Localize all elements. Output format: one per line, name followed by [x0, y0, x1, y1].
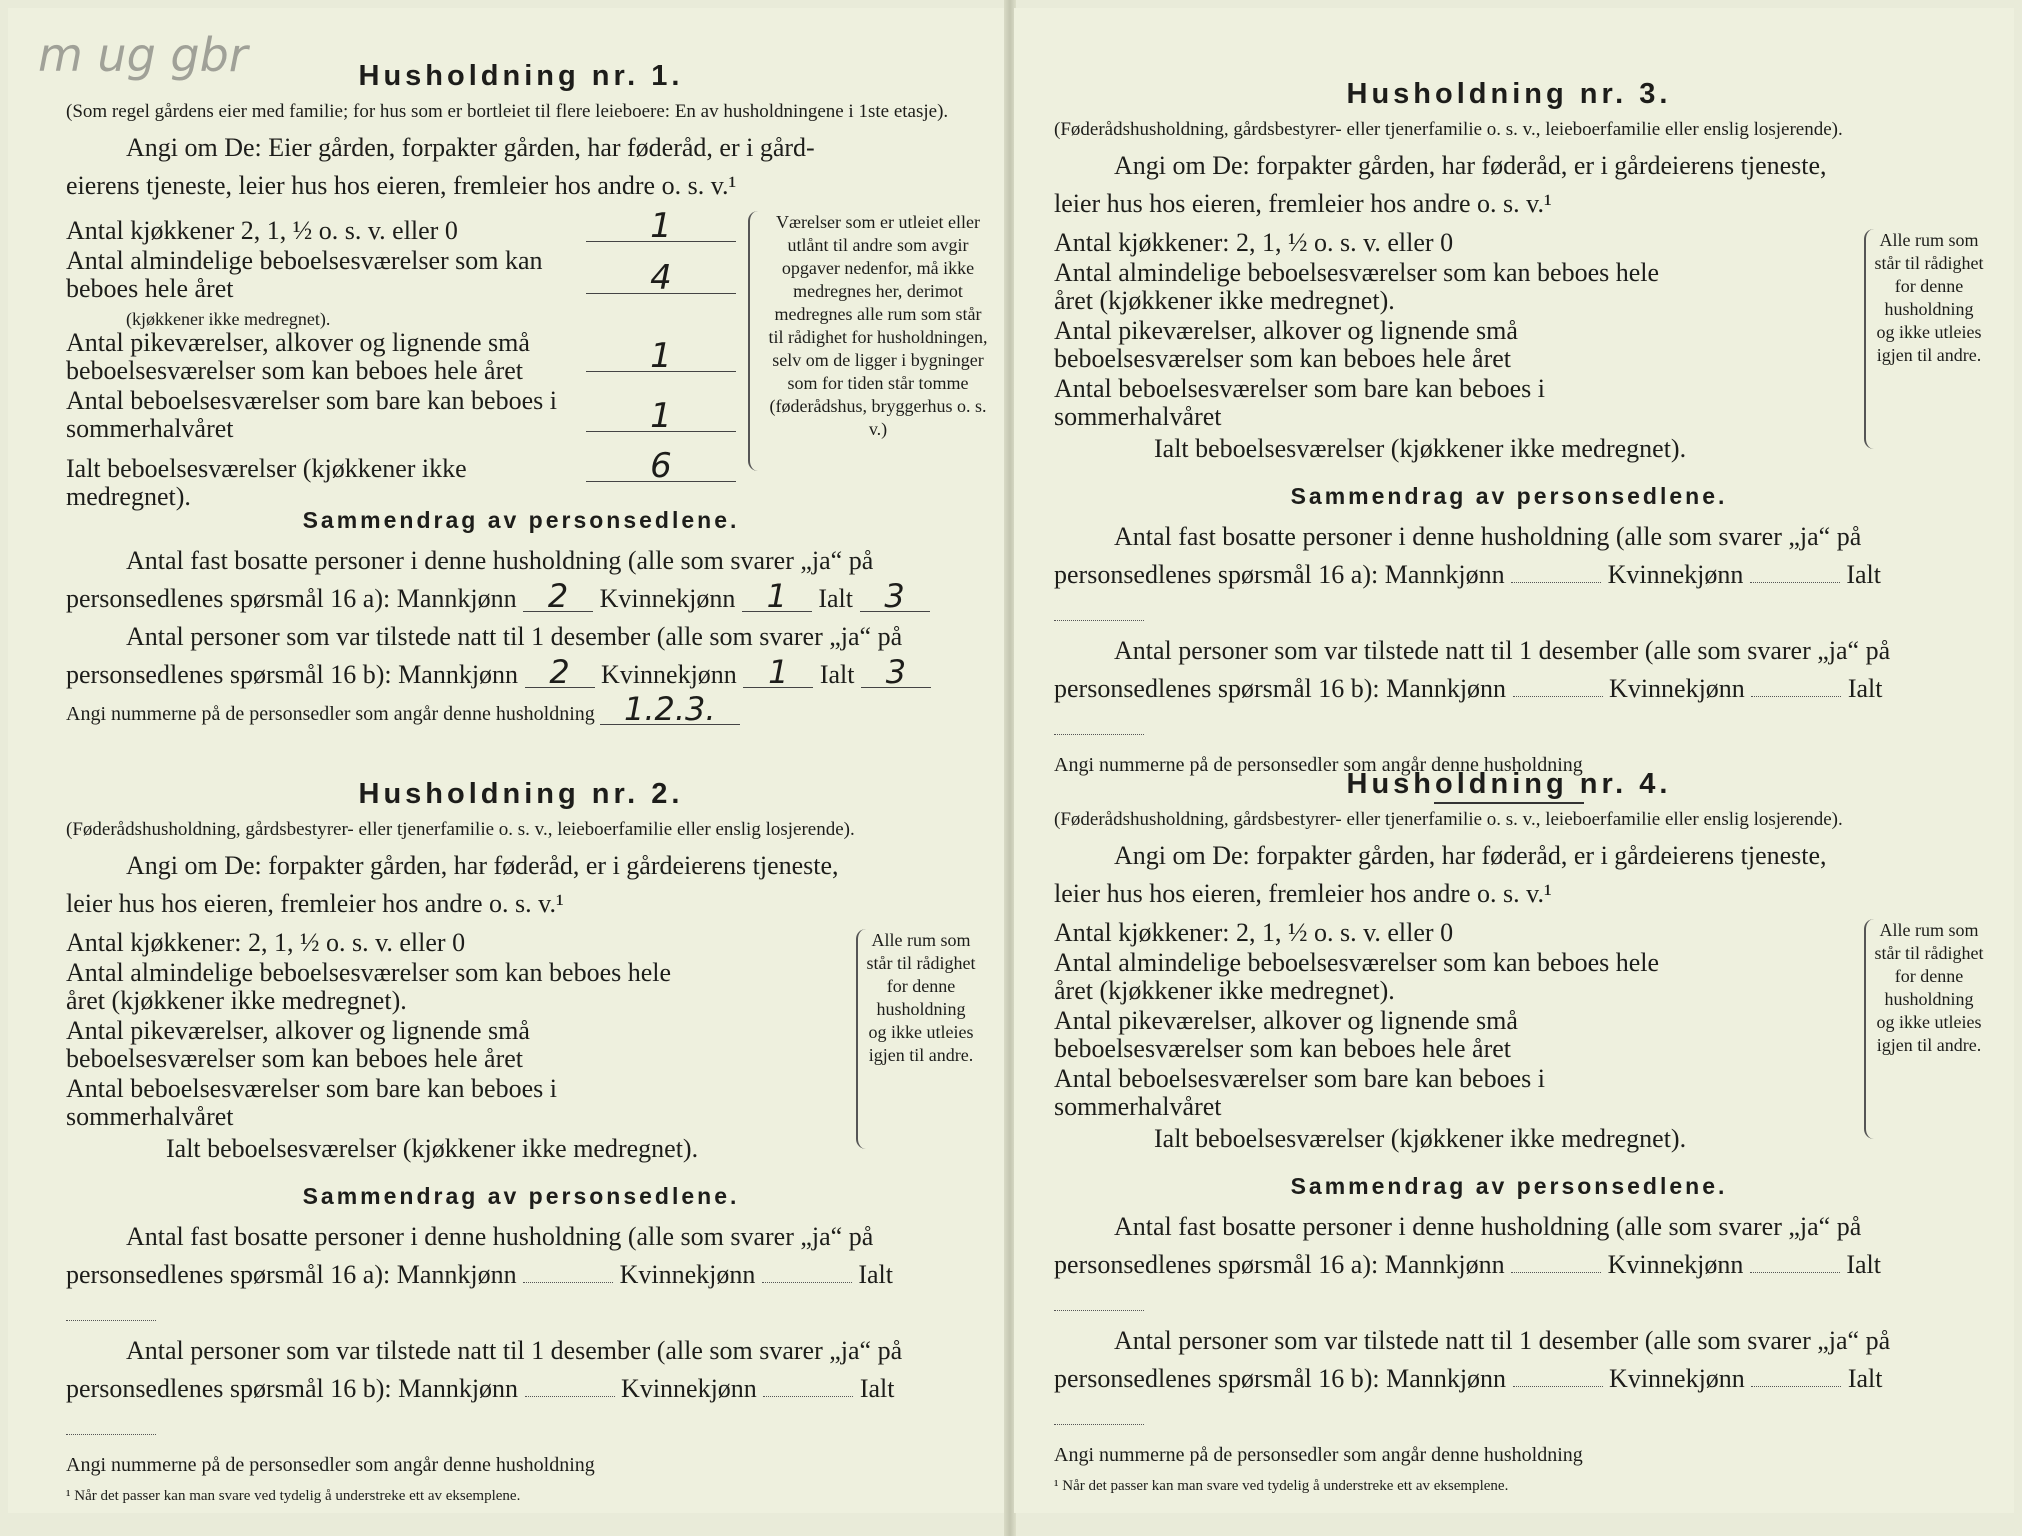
- left-page: [8, 8, 1008, 1513]
- blank: [1511, 1248, 1601, 1273]
- label-female: Kvinnekjønn: [1609, 1364, 1745, 1393]
- question-16b: Antal personer som var tilstede natt til 1 desember (alle som svarer „ja“ på: [1114, 636, 1891, 665]
- household-1-angi-line2: eierens tjeneste, leier hus hos eieren, fremleier hos andre o. s. v.¹: [66, 171, 737, 200]
- answer-16b-female: 1: [743, 657, 813, 688]
- footnote: ¹ Når det passer kan man svare ved tydelig å understreke ett av eksemplene.: [66, 1488, 521, 1504]
- brace-note: Alle rum som står til rådighet for denne husholdning og ikke utleies igjen til andre.: [866, 930, 976, 1065]
- label-male: personsedlenes spørsmål 16 b): Mannkjønn: [1054, 1364, 1507, 1393]
- question-16a: Antal fast bosatte personer i denne husholdning (alle som svarer „ja“ på: [126, 546, 874, 575]
- answer-kitchens: 1: [586, 211, 736, 242]
- label-total: Ialt: [818, 584, 854, 613]
- answer-ordinary-rooms: 4: [586, 263, 736, 294]
- numbers-line: [1054, 1436, 1964, 1474]
- blank: [66, 1296, 156, 1321]
- household-1-note: (Som regel gårdens eier med familie; for hus som er bortleiet til flere leieboere: En av husholdningene i 1ste etasje).: [66, 101, 949, 122]
- summary-title: Sammendrag av personsedlene.: [302, 507, 740, 533]
- label-numbers: Angi nummerne på de personsedler som angår denne husholdning: [1054, 754, 1583, 776]
- summary-title: Sammendrag av personsedlene.: [1290, 483, 1728, 509]
- blank: [66, 1410, 156, 1435]
- household-3-angi-line2: leier hus hos eieren, fremleier hos andre o. s. v.¹: [1054, 189, 1552, 218]
- household-3-note: (Føderådshusholdning, gårdsbestyrer- eller tjenerfamilie o. s. v., leieboerfamilie eller enslig losjerende).: [1054, 119, 1843, 140]
- label-male: personsedlenes spørsmål 16 a): Mannkjønn: [66, 584, 517, 613]
- household-1-angi-line1: Angi om De: Eier gården, forpakter gården, har føderåd, er i gård-: [126, 133, 815, 162]
- household-4-title: Husholdning nr. 4.: [1346, 768, 1672, 800]
- brace: [748, 211, 764, 471]
- household-2-title: Husholdning nr. 2.: [358, 778, 684, 810]
- household-4-angi-line2: leier hus hos eieren, fremleier hos andre o. s. v.¹: [1054, 879, 1552, 908]
- household-3-title: Husholdning nr. 3.: [1346, 78, 1672, 110]
- household-2-angi-line1: Angi om De: forpakter gården, har føderåd, er i gårdeierens tjeneste,: [126, 851, 839, 880]
- answer-16a-line: [66, 577, 976, 618]
- answer-summer-rooms: 1: [586, 401, 736, 432]
- household-2-angi-line2: leier hus hos eieren, fremleier hos andre o. s. v.¹: [66, 889, 564, 918]
- blank: [1054, 710, 1144, 735]
- answer-16b-total: 3: [861, 657, 931, 688]
- label-female: Kvinnekjønn: [601, 660, 737, 689]
- right-page: [1014, 8, 2014, 1513]
- answer-16b-line: [66, 653, 976, 694]
- household-4: [1054, 768, 1984, 1495]
- question-16a: Antal fast bosatte personer i denne husholdning (alle som svarer „ja“ på: [1114, 1212, 1862, 1241]
- row-note: (kjøkkener ikke medregnet).: [126, 309, 331, 329]
- blank: [523, 1258, 613, 1283]
- summary-title: Sammendrag av personsedlene.: [302, 1183, 740, 1209]
- label-male: personsedlenes spørsmål 16 b): Mannkjønn: [1054, 674, 1507, 703]
- label-numbers: Angi nummerne på de personsedler som angår denne husholdning: [66, 703, 595, 725]
- label-female: Kvinnekjønn: [599, 584, 736, 613]
- label-male: personsedlenes spørsmål 16 a): Mannkjønn: [1054, 1250, 1505, 1279]
- blank: [1511, 558, 1601, 583]
- question-16b: Antal personer som var tilstede natt til 1 desember (alle som svarer „ja“ på: [1114, 1326, 1891, 1355]
- household-3: [1054, 78, 1984, 826]
- household-4-note: (Føderådshusholdning, gårdsbestyrer- eller tjenerfamilie o. s. v., leieboerfamilie eller enslig losjerende).: [1054, 809, 1843, 830]
- numbers-line: [66, 690, 976, 733]
- row-small-rooms: Antal pikeværelser, alkover og lignende små beboelsesværelser som kan beboes hele året: [1054, 1006, 1518, 1063]
- label-female: Kvinnekjønn: [1607, 1250, 1744, 1279]
- answer-16a-line: [1054, 1246, 1964, 1322]
- brace-note: Alle rum som står til rådighet for denne husholdning og ikke utleies igjen til andre.: [1874, 230, 1984, 365]
- blank: [1751, 1362, 1841, 1387]
- row-summer-rooms: Antal beboelsesværelser som bare kan beboes i sommerhalvåret: [66, 1074, 557, 1131]
- label-numbers: Angi nummerne på de personsedler som angår denne husholdning: [66, 1454, 595, 1476]
- blank: [763, 1372, 853, 1397]
- summary-title: Sammendrag av personsedlene.: [1290, 1173, 1728, 1199]
- row-summer-rooms: Antal beboelsesværelser som bare kan beboes i sommerhalvåret: [66, 386, 557, 443]
- brace-note: Alle rum som står til rådighet for denne husholdning og ikke utleies igjen til andre.: [1874, 920, 1984, 1055]
- footnote: ¹ Når det passer kan man svare ved tydelig å understreke ett av eksemplene.: [1054, 1478, 1509, 1494]
- label-female: Kvinnekjønn: [621, 1374, 757, 1403]
- answer-16a-line: [66, 1256, 976, 1332]
- label-total: Ialt: [819, 660, 855, 689]
- answer-16a-female: 1: [742, 581, 812, 612]
- row-small-rooms: Antal pikeværelser, alkover og lignende små beboelsesværelser som kan beboes hele året: [66, 328, 530, 385]
- label-male: personsedlenes spørsmål 16 b): Mannkjønn: [66, 1374, 519, 1403]
- household-2-room-grid: [66, 929, 976, 1169]
- label-male: personsedlenes spørsmål 16 a): Mannkjønn: [1054, 560, 1505, 589]
- household-1-room-grid: [66, 206, 988, 511]
- numbers-line: [66, 1446, 976, 1484]
- label-female: Kvinnekjønn: [619, 1260, 756, 1289]
- row-kitchens: Antal kjøkkener 2, 1, ½ o. s. v. eller 0: [66, 216, 458, 245]
- household-4-room-grid: [1054, 918, 1984, 1159]
- label-female: Kvinnekjønn: [1609, 674, 1745, 703]
- household-4-angi-line1: Angi om De: forpakter gården, har føderåd, er i gårdeierens tjeneste,: [1114, 841, 1827, 870]
- blank: [1513, 1362, 1603, 1387]
- label-total: Ialt: [1846, 560, 1882, 589]
- question-16a: Antal fast bosatte personer i denne husholdning (alle som svarer „ja“ på: [126, 1222, 874, 1251]
- answer-total-rooms: 6: [586, 451, 736, 482]
- row-ordinary-rooms: Antal almindelige beboelsesværelser som kan beboes hele året: [66, 246, 543, 303]
- row-small-rooms: Antal pikeværelser, alkover og lignende små beboelsesværelser som kan beboes hele året: [1054, 316, 1518, 373]
- row-kitchens: Antal kjøkkener: 2, 1, ½ o. s. v. eller 0: [66, 928, 466, 957]
- row-small-rooms: Antal pikeværelser, alkover og lignende små beboelsesværelser som kan beboes hele året: [66, 1016, 530, 1073]
- row-kitchens: Antal kjøkkener: 2, 1, ½ o. s. v. eller 0: [1054, 918, 1454, 947]
- label-total: Ialt: [1847, 1364, 1883, 1393]
- question-16a: Antal fast bosatte personer i denne husholdning (alle som svarer „ja“ på: [1114, 522, 1862, 551]
- blank: [1750, 1248, 1840, 1273]
- row-total-rooms: Ialt beboelsesværelser (kjøkkener ikke medregnet).: [66, 454, 467, 511]
- answer-16a-line: [1054, 556, 1964, 632]
- answer-numbers: 1.2.3.: [600, 694, 740, 725]
- answer-16b-line: [1054, 670, 1964, 746]
- answer-16b-line: [66, 1370, 976, 1446]
- row-total-rooms: Ialt beboelsesværelser (kjøkkener ikke medregnet).: [1154, 434, 1687, 463]
- answer-16b-male: 2: [525, 657, 595, 688]
- label-female: Kvinnekjønn: [1607, 560, 1744, 589]
- household-1-title: Husholdning nr. 1.: [358, 60, 684, 92]
- handwritten-scribble: m ug gbr: [38, 28, 248, 82]
- question-16b: Antal personer som var tilstede natt til 1 desember (alle som svarer „ja“ på: [126, 1336, 903, 1365]
- label-total: Ialt: [858, 1260, 894, 1289]
- row-ordinary-rooms: Antal almindelige beboelsesværelser som kan beboes hele året (kjøkkener ikke medregnet).: [1054, 258, 1660, 315]
- row-ordinary-rooms: Antal almindelige beboelsesværelser som kan beboes hele året (kjøkkener ikke medregnet).: [66, 958, 672, 1015]
- label-numbers: Angi nummerne på de personsedler som angår denne husholdning: [1054, 1444, 1583, 1466]
- row-total-rooms: Ialt beboelsesværelser (kjøkkener ikke medregnet).: [166, 1134, 699, 1163]
- blank: [762, 1258, 852, 1283]
- blank: [1054, 596, 1144, 621]
- household-2: [66, 778, 976, 1505]
- blank: [1750, 558, 1840, 583]
- blank: [1513, 672, 1603, 697]
- household-2-note: (Føderådshusholdning, gårdsbestyrer- eller tjenerfamilie o. s. v., leieboerfamilie eller enslig losjerende).: [66, 819, 855, 840]
- row-kitchens: Antal kjøkkener: 2, 1, ½ o. s. v. eller 0: [1054, 228, 1454, 257]
- household-3-room-grid: [1054, 228, 1984, 469]
- row-total-rooms: Ialt beboelsesværelser (kjøkkener ikke medregnet).: [1154, 1124, 1687, 1153]
- label-total: Ialt: [1847, 674, 1883, 703]
- answer-small-rooms: 1: [586, 341, 736, 372]
- answer-16b-line: [1054, 1360, 1964, 1436]
- row-ordinary-rooms: Antal almindelige beboelsesværelser som kan beboes hele året (kjøkkener ikke medregnet).: [1054, 948, 1660, 1005]
- household-3-angi-line1: Angi om De: forpakter gården, har føderåd, er i gårdeierens tjeneste,: [1114, 151, 1827, 180]
- answer-16a-male: 2: [523, 581, 593, 612]
- blank: [1751, 672, 1841, 697]
- blank: [1054, 1286, 1144, 1311]
- blank: [1054, 1400, 1144, 1425]
- answer-16a-total: 3: [860, 581, 930, 612]
- row-summer-rooms: Antal beboelsesværelser som bare kan beboes i sommerhalvåret: [1054, 374, 1545, 431]
- label-male: personsedlenes spørsmål 16 a): Mannkjønn: [66, 1260, 517, 1289]
- blank: [525, 1372, 615, 1397]
- brace-note: Værelser som er utleiet eller utlånt til andre som avgir opgaver nedenfor, må ikke medregnes her, derimot medregnes alle rum som står til rådighet for husholdningen, selv om de ligger i bygninger som for tiden står tomme (føderådshus, bryggerhus o. s. v.): [768, 212, 988, 439]
- label-total: Ialt: [1846, 1250, 1882, 1279]
- label-male: personsedlenes spørsmål 16 b): Mannkjønn: [66, 660, 519, 689]
- question-16b: Antal personer som var tilstede natt til 1 desember (alle som svarer „ja“ på: [126, 622, 903, 651]
- label-total: Ialt: [859, 1374, 895, 1403]
- row-summer-rooms: Antal beboelsesværelser som bare kan beboes i sommerhalvåret: [1054, 1064, 1545, 1121]
- household-1: [66, 60, 988, 733]
